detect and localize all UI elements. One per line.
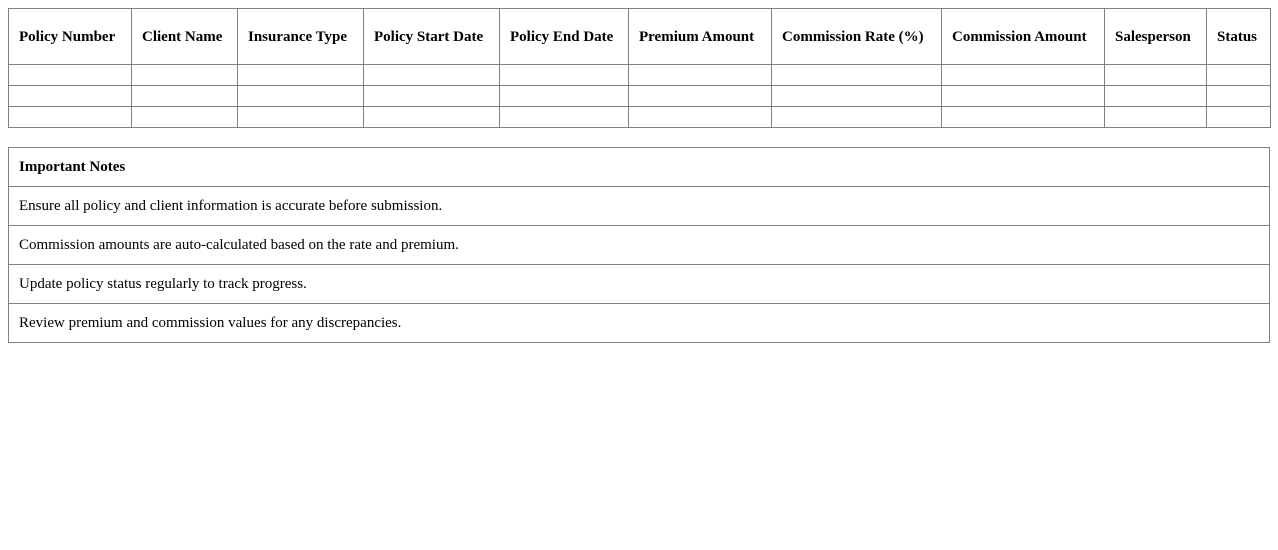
table-cell: [238, 86, 364, 107]
table-row: [9, 65, 1271, 86]
table-cell: [9, 107, 132, 128]
table-cell: [1207, 65, 1271, 86]
note-item: Commission amounts are auto-calculated based on the rate and premium.: [9, 226, 1270, 265]
table-cell: [629, 65, 772, 86]
table-cell: [629, 107, 772, 128]
table-cell: [364, 107, 500, 128]
header-insurance-type: Insurance Type: [238, 9, 364, 65]
note-item: Ensure all policy and client information is accurate before submission.: [9, 187, 1270, 226]
header-policy-start-date: Policy Start Date: [364, 9, 500, 65]
notes-header-row: [9, 148, 1270, 187]
table-row: [9, 86, 1271, 107]
table-cell: [500, 107, 629, 128]
table-cell: [500, 86, 629, 107]
table-cell: [772, 65, 942, 86]
table-row: [9, 107, 1271, 128]
table-cell: [132, 86, 238, 107]
policy-table: [8, 8, 1271, 128]
table-cell: [1105, 65, 1207, 86]
table-cell: [132, 65, 238, 86]
table-cell: [132, 107, 238, 128]
header-premium-amount: Premium Amount: [629, 9, 772, 65]
note-item: Review premium and commission values for any discrepancies.: [9, 304, 1270, 343]
note-row: [9, 265, 1270, 304]
header-commission-amount: Commission Amount: [942, 9, 1105, 65]
table-cell: [772, 107, 942, 128]
table-header-row: [9, 9, 1271, 65]
header-commission-rate: Commission Rate (%): [772, 9, 942, 65]
table-cell: [1105, 107, 1207, 128]
note-row: [9, 226, 1270, 265]
notes-title: Important Notes: [9, 148, 1270, 187]
header-policy-end-date: Policy End Date: [500, 9, 629, 65]
table-cell: [9, 65, 132, 86]
notes-table: [8, 147, 1270, 343]
note-item: Update policy status regularly to track progress.: [9, 265, 1270, 304]
table-cell: [9, 86, 132, 107]
header-status: Status: [1207, 9, 1271, 65]
table-cell: [238, 65, 364, 86]
header-policy-number: Policy Number: [9, 9, 132, 65]
table-cell: [942, 86, 1105, 107]
table-cell: [238, 107, 364, 128]
table-cell: [942, 65, 1105, 86]
note-row: [9, 187, 1270, 226]
table-cell: [772, 86, 942, 107]
table-cell: [629, 86, 772, 107]
table-cell: [364, 86, 500, 107]
table-cell: [1207, 86, 1271, 107]
header-salesperson: Salesperson: [1105, 9, 1207, 65]
table-cell: [1105, 86, 1207, 107]
table-cell: [364, 65, 500, 86]
table-cell: [1207, 107, 1271, 128]
header-client-name: Client Name: [132, 9, 238, 65]
table-cell: [500, 65, 629, 86]
table-cell: [942, 107, 1105, 128]
note-row: [9, 304, 1270, 343]
